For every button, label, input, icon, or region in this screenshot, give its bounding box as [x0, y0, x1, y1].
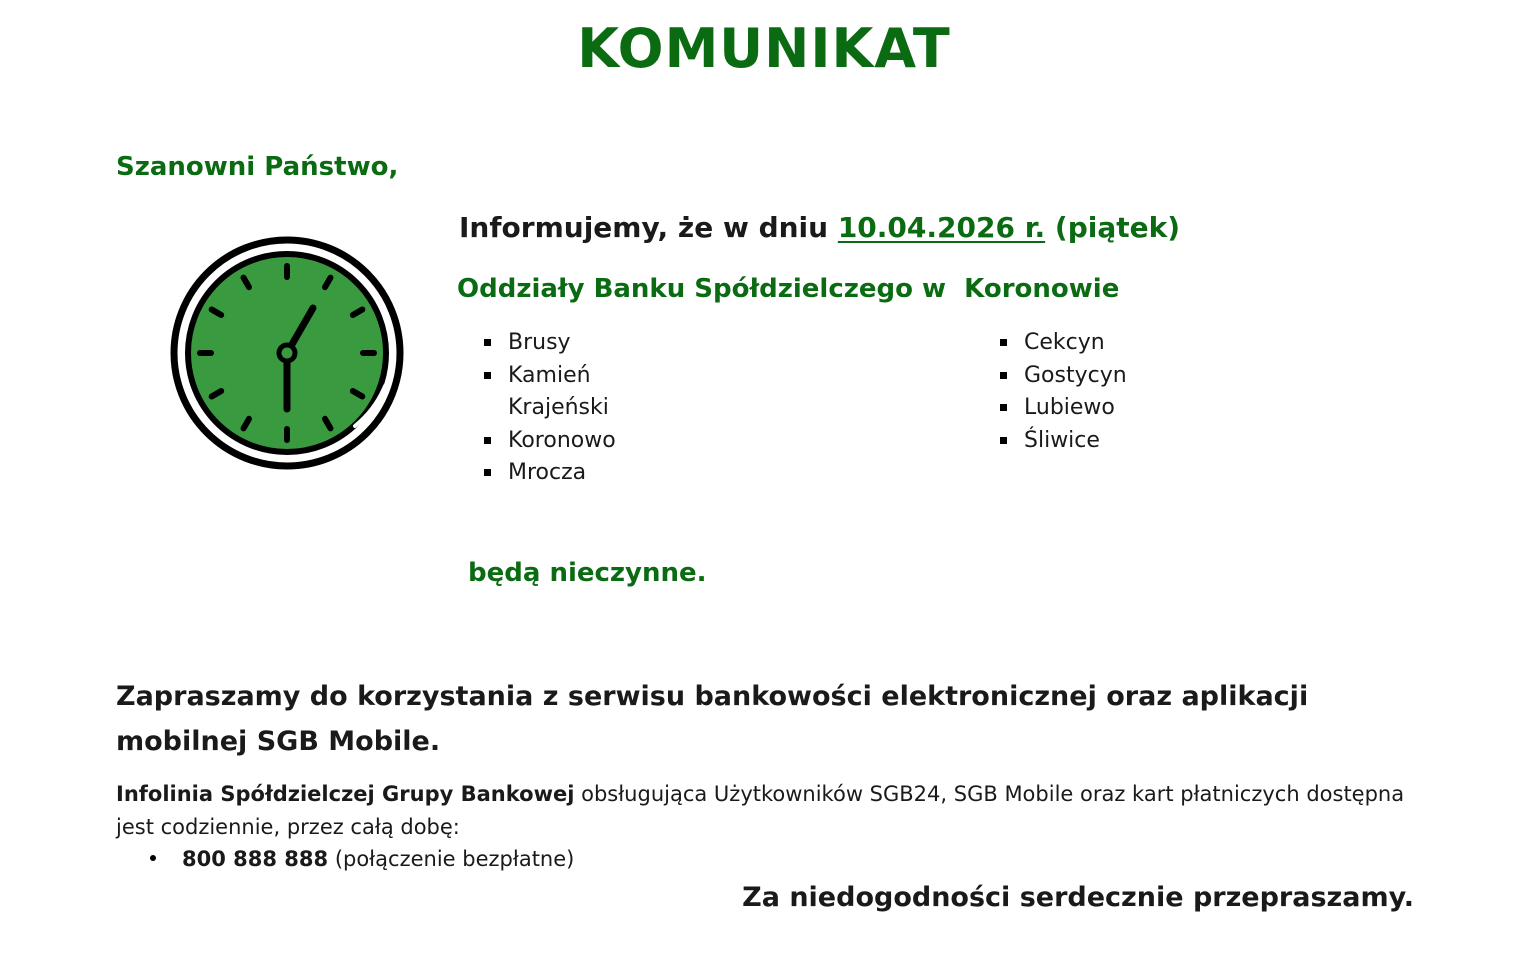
list-item: Kamień Krajeński [482, 360, 632, 425]
list-item: Brusy [482, 327, 632, 360]
list-item: Gostycyn [998, 360, 1198, 393]
list-item: Koronowo [482, 425, 632, 458]
invite-text: Zapraszamy do korzystania z serwisu bankowości elektronicznej oraz aplikacji mobilnej SGB Mobile. [116, 681, 1309, 757]
info-line [459, 208, 1180, 248]
closure-date: 10.04.2026 r. [837, 211, 1046, 244]
list-item: Lubiewo [998, 392, 1198, 425]
helpline-description: obsługująca Użytkowników SGB24, SGB Mobile oraz kart płatniczych dostępna jest codziennie, przez całą dobę: [116, 782, 1405, 839]
closed-notice: będą nieczynne. [468, 558, 707, 588]
apology-text: Za niedogodności serdecznie przepraszamy. [742, 882, 1414, 913]
branch-list-left [482, 327, 632, 490]
greeting: Szanowni Państwo, [116, 152, 399, 182]
branch-list-right [998, 327, 1198, 457]
closure-day: (piątek) [1045, 211, 1181, 244]
branches-heading: Oddziały Banku Spółdzielczego w Koronowie [457, 274, 1120, 304]
list-item: Śliwice [998, 425, 1198, 458]
phone-line [150, 843, 574, 876]
helpline-name: Infolinia Spółdzielczej Grupy Bankowej [116, 782, 575, 806]
helpline-info [116, 778, 1426, 844]
phone-note: (połączenie bezpłatne) [328, 847, 575, 871]
info-prefix: Informujemy, że w dniu [459, 211, 838, 244]
clock-icon [170, 236, 404, 470]
phone-number: 800 888 888 [182, 847, 329, 871]
bullet-icon [150, 855, 156, 861]
list-item: Cekcyn [998, 327, 1198, 360]
page-title: KOMUNIKAT [577, 17, 951, 80]
list-item: Mrocza [482, 457, 632, 490]
